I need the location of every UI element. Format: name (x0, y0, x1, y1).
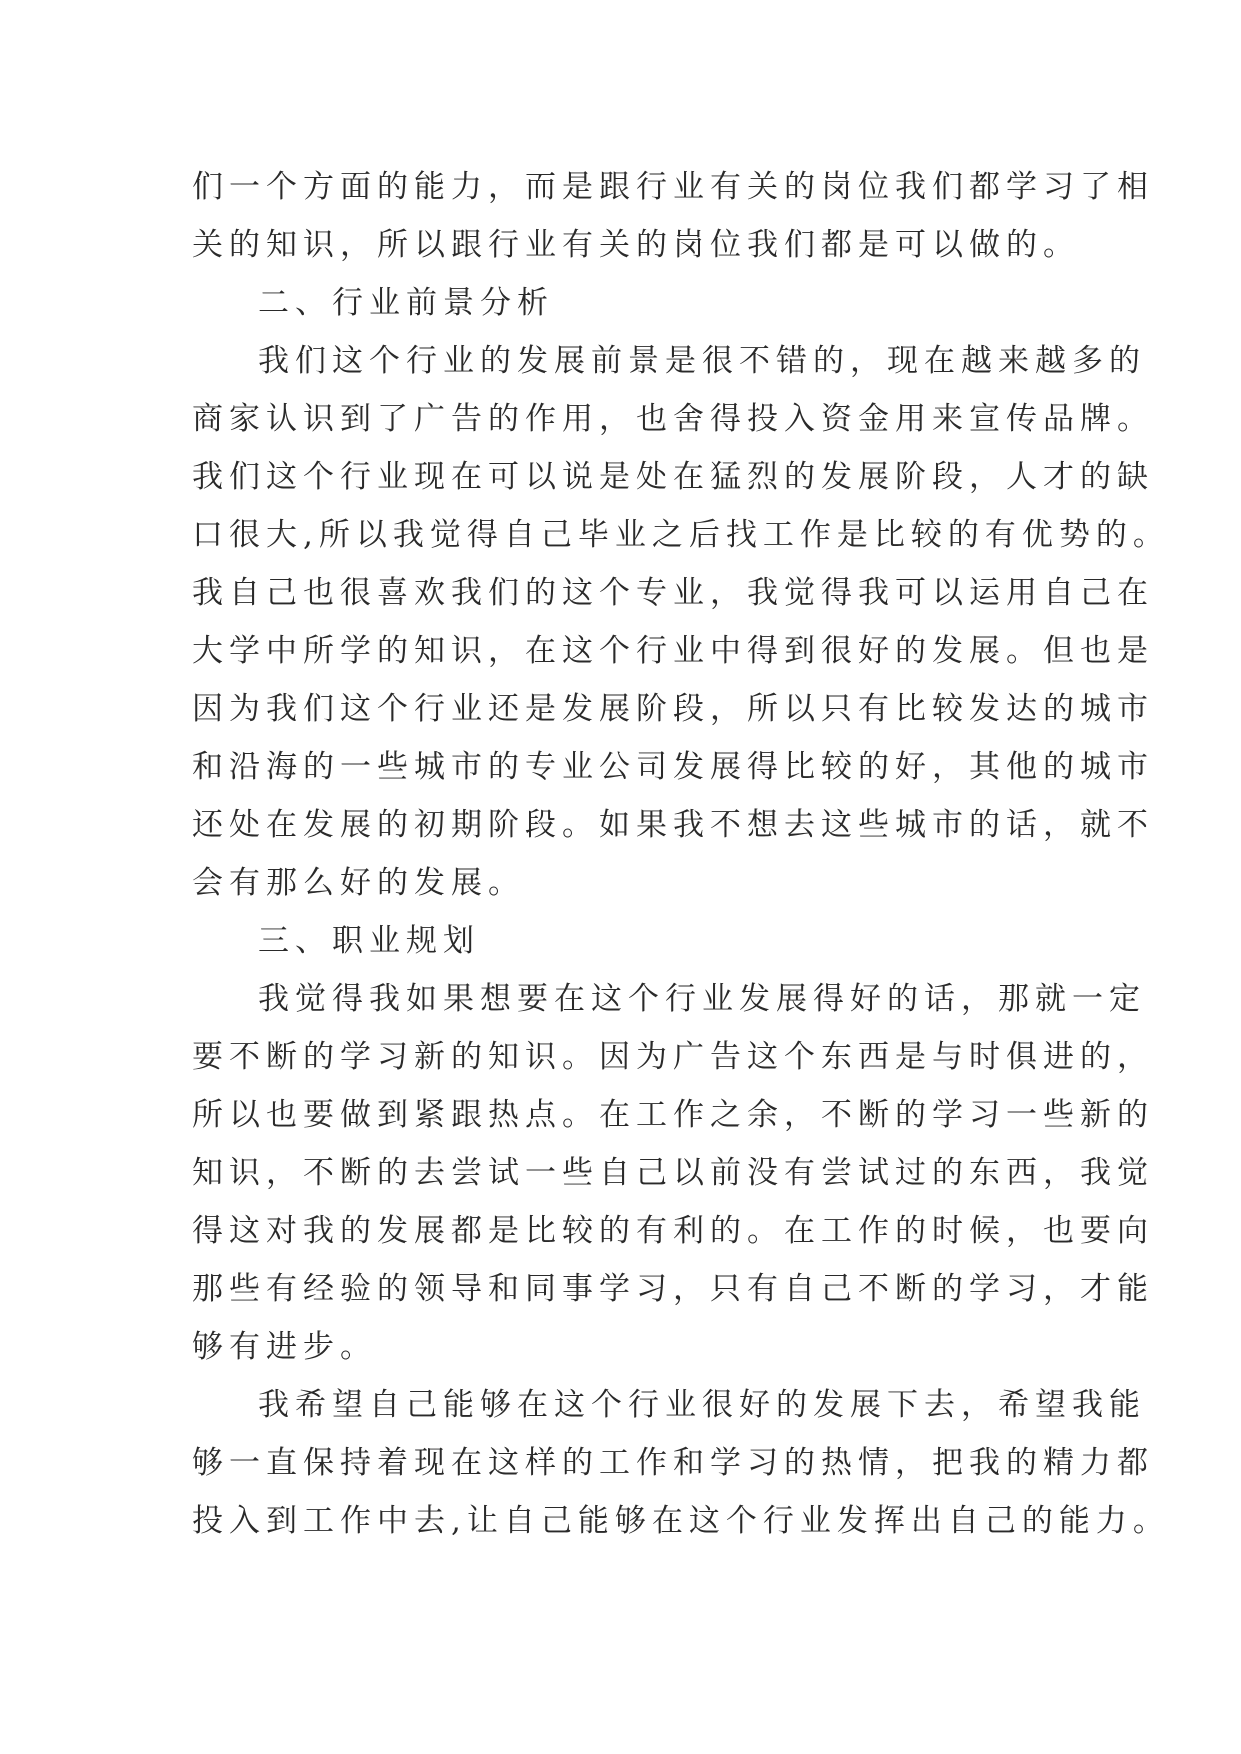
text-line: 我们这个行业的发展前景是很不错的，现在越来越多的 (258, 343, 1146, 379)
text-line: 得这对我的发展都是比较的有利的。在工作的时候，也要向 (192, 1213, 1154, 1249)
text-line: 会有那么好的发展。 (192, 865, 525, 901)
text-line: 知识，不断的去尝试一些自己以前没有尝试过的东西，我觉 (192, 1155, 1154, 1191)
section-heading-career-planning: 三、职业规划 (258, 923, 480, 959)
text-line: 和沿海的一些城市的专业公司发展得比较的好，其他的城市 (192, 749, 1154, 785)
body-text (192, 158, 1170, 1550)
text-line: 大学中所学的知识，在这个行业中得到很好的发展。但也是 (192, 633, 1154, 669)
text-line: 所以也要做到紧跟热点。在工作之余，不断的学习一些新的 (192, 1097, 1154, 1133)
text-line: 够有进步。 (192, 1329, 377, 1365)
text-line: 关的知识，所以跟行业有关的岗位我们都是可以做的。 (192, 227, 1080, 263)
text-line: 那些有经验的领导和同事学习，只有自己不断的学习，才能 (192, 1271, 1154, 1307)
text-line: 商家认识到了广告的作用，也舍得投入资金用来宣传品牌。 (192, 401, 1154, 437)
text-line: 们一个方面的能力，而是跟行业有关的岗位我们都学习了相 (192, 169, 1154, 205)
text-line: 口很大,所以我觉得自己毕业之后找工作是比较的有优势的。 (192, 517, 1170, 553)
text-line: 因为我们这个行业还是发展阶段，所以只有比较发达的城市 (192, 691, 1154, 727)
text-line: 我自己也很喜欢我们的这个专业，我觉得我可以运用自己在 (192, 575, 1154, 611)
text-line: 我觉得我如果想要在这个行业发展得好的话，那就一定 (258, 981, 1146, 1017)
text-line: 我们这个行业现在可以说是处在猛烈的发展阶段，人才的缺 (192, 459, 1154, 495)
section-heading-industry-outlook: 二、行业前景分析 (258, 285, 554, 321)
text-line: 要不断的学习新的知识。因为广告这个东西是与时俱进的， (192, 1039, 1154, 1075)
text-line: 投入到工作中去,让自己能够在这个行业发挥出自己的能力。 (192, 1503, 1170, 1539)
text-line: 我希望自己能够在这个行业很好的发展下去，希望我能 (258, 1387, 1146, 1423)
text-line: 还处在发展的初期阶段。如果我不想去这些城市的话，就不 (192, 807, 1154, 843)
text-line: 够一直保持着现在这样的工作和学习的热情，把我的精力都 (192, 1445, 1154, 1481)
